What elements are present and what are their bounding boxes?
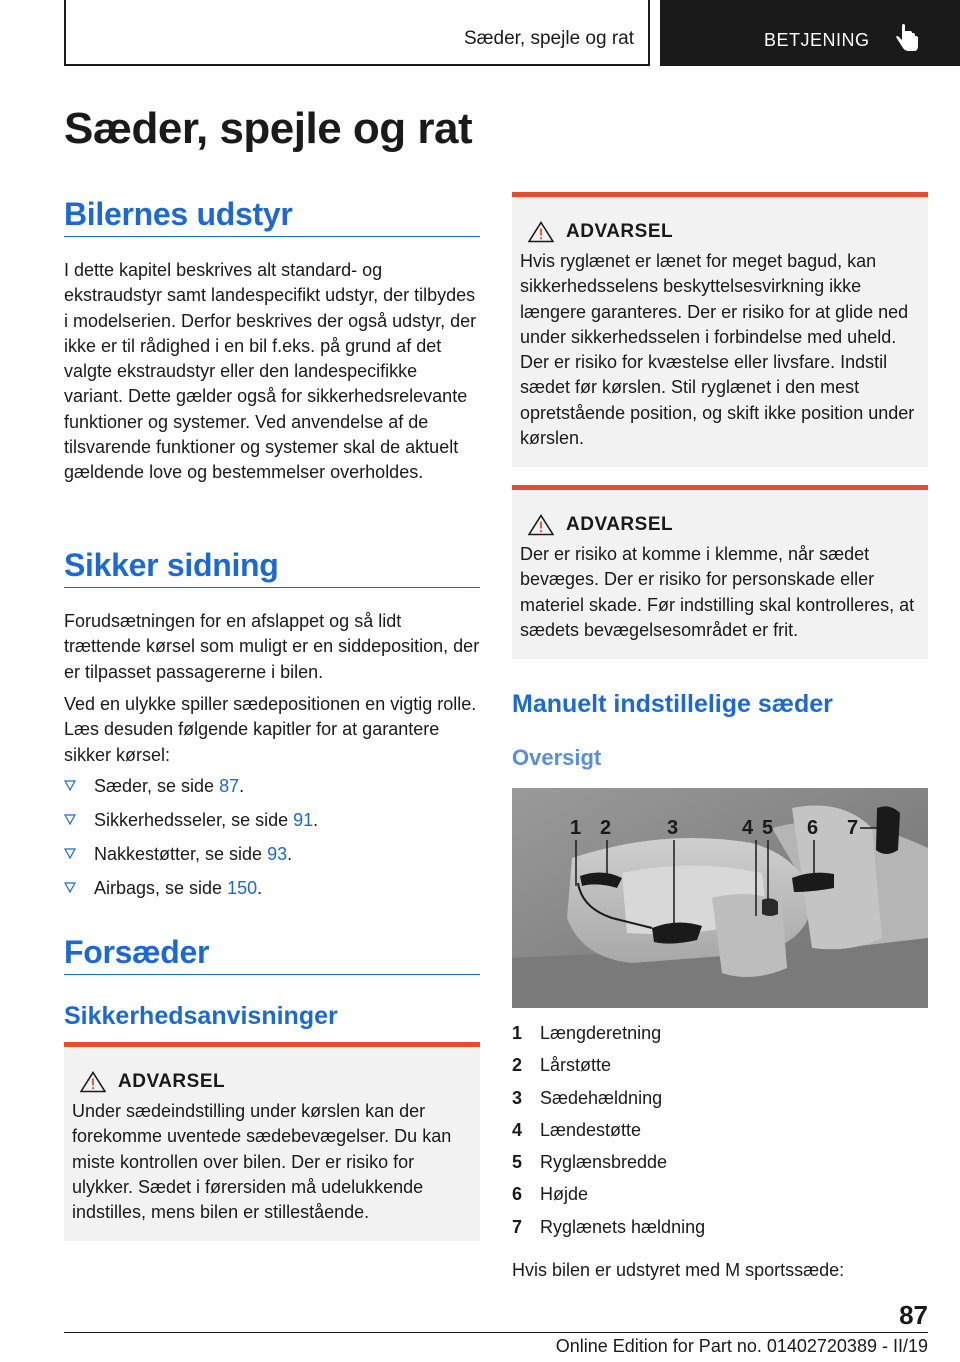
hand-pointer-icon	[894, 24, 920, 54]
list-item: Airbags, se side 150.	[64, 876, 480, 901]
list-item: Sikkerhedsseler, se side 91.	[64, 808, 480, 833]
triangle-bullet-icon	[64, 848, 76, 860]
heading-sikker-sidning: Sikker sidning	[64, 547, 279, 583]
page-reference-link[interactable]: 91	[293, 810, 314, 830]
warning-box	[512, 192, 928, 467]
callout-label: 6	[807, 817, 819, 839]
warning-text: Der er risiko at komme i klemme, når sædet bevæges. Der er risiko for personskade eller materiel skade. Før indstilling skal kontrolleres, at sædets bevægelsesområdet er frit.	[520, 544, 915, 640]
page-title: Sæder, spejle og rat	[64, 104, 473, 153]
warning-label: ADVARSEL	[566, 514, 674, 535]
list-item: Nakkestøtter, se side 93.	[64, 842, 480, 867]
subheading-oversigt: Oversigt	[512, 745, 602, 770]
legend-item: 6 Højde	[512, 1184, 589, 1205]
callout-label: 3	[667, 817, 679, 839]
heading-bilernes-udstyr: Bilernes udstyr	[64, 196, 293, 232]
seat-drawing	[512, 788, 928, 1008]
legend-item: 1 Længderetning	[512, 1023, 662, 1043]
warning-triangle-icon	[528, 221, 554, 243]
footer-edition: Online Edition for Part no. 01402720389 - II/19	[555, 1336, 928, 1356]
legend-item: 4 Lændestøtte	[512, 1119, 642, 1140]
callout-label: 7	[847, 817, 859, 839]
page-reference-link[interactable]: 93	[267, 844, 288, 864]
page-header	[0, 0, 960, 66]
heading-forsaeder: Forsæder	[64, 934, 210, 970]
page-reference-link[interactable]: 87	[219, 776, 240, 796]
page-number: 87	[899, 1300, 928, 1330]
warning-box	[512, 485, 928, 659]
warning-header	[520, 221, 920, 243]
heading-rule	[64, 236, 480, 237]
subheading-sikkerhedsanvisninger: Sikkerhedsanvisninger	[64, 1002, 338, 1030]
warning-triangle-icon	[528, 514, 554, 536]
heading-manuelt-indstillelige: Manuelt indstillelige sæder	[512, 690, 833, 718]
heading-rule	[64, 587, 480, 588]
callout-label: 1	[570, 817, 582, 839]
legend-item: 2 Lårstøtte	[512, 1055, 612, 1076]
warning-text: Under sædeindstilling under kørslen kan der forekomme uventede sædebevægelser. Du kan miste kontrollen over bilen. Der er risiko for ulykker. Sædet i førersiden må udelukkende indstilles, mens bilen er stillestående.	[72, 1101, 452, 1223]
reference-list	[64, 774, 480, 910]
legend-item: 7 Ryglænets hældning	[512, 1216, 706, 1237]
warning-triangle-icon	[80, 1071, 106, 1093]
header-chapter-label: BETJENING	[764, 30, 870, 50]
callout-label: 2	[600, 817, 612, 839]
heading-rule	[64, 974, 480, 975]
triangle-bullet-icon	[64, 882, 76, 894]
warning-header	[520, 514, 920, 536]
warning-text: Hvis ryglænet er lænet for meget bagud, kan sikkerhedsselens beskyttelsesvirkning ikke længere garanteres. Der er risiko for at glide ned under sikkerhedsselen i forbindelse med uheld. Der er risiko for kvæstelse eller livsfare. Indstil sædet før kørslen. Stil ryglænet i den mest opretstående position, og skift ikke position under kørslen.	[520, 251, 915, 449]
warning-header	[72, 1071, 472, 1093]
warning-label: ADVARSEL	[566, 221, 674, 242]
callout-label: 4	[742, 817, 754, 839]
list-item: Sæder, se side 87.	[64, 774, 480, 799]
warning-label: ADVARSEL	[118, 1071, 226, 1092]
callout-label: 5	[762, 817, 774, 839]
seat-controls-illustration	[512, 788, 928, 1008]
legend-item: 3 Sædehældning	[512, 1087, 663, 1108]
legend-item: 5 Ryglænsbredde	[512, 1152, 668, 1173]
paragraph-bilernes-udstyr: I dette kapitel beskrives alt standard- og ekstraudstyr samt landespecifikt udstyr, der tilbydes i modelserien. Derfor beskrives der også udstyr, der ikke er til rådighed i en bil f.eks. på grund af det valgte ekstraudstyr eller den landespecifikke variant. Dette gælder også for sikkerhedsrelevante funktioner og systemer. Ved anvendelse af de tilsvarende funktioner og systemer skal de aktuelt gældende love og bestemmelser overholdes.	[64, 260, 477, 483]
header-chapter-box	[660, 0, 960, 66]
paragraph-sikker-1: Forudsætningen for en afslappet og så lidt trættende kørsel som muligt er en siddeposition, der er tilpasset passagererne i bilen.	[64, 611, 480, 682]
page-reference-link[interactable]: 150	[227, 878, 258, 898]
warning-box	[64, 1042, 480, 1241]
header-section-box	[64, 0, 650, 66]
paragraph-closing: Hvis bilen er udstyret med M sportssæde:	[512, 1260, 845, 1280]
triangle-bullet-icon	[64, 780, 76, 792]
header-section-title: Sæder, spejle og rat	[463, 28, 634, 49]
footer-rule	[64, 1332, 928, 1333]
paragraph-sikker-2: Ved en ulykke spiller sædepositionen en vigtig rolle. Læs desuden følgende kapitler for at garantere sikker kørsel:	[64, 694, 477, 765]
triangle-bullet-icon	[64, 814, 76, 826]
seat-controls-legend	[512, 1017, 928, 1243]
